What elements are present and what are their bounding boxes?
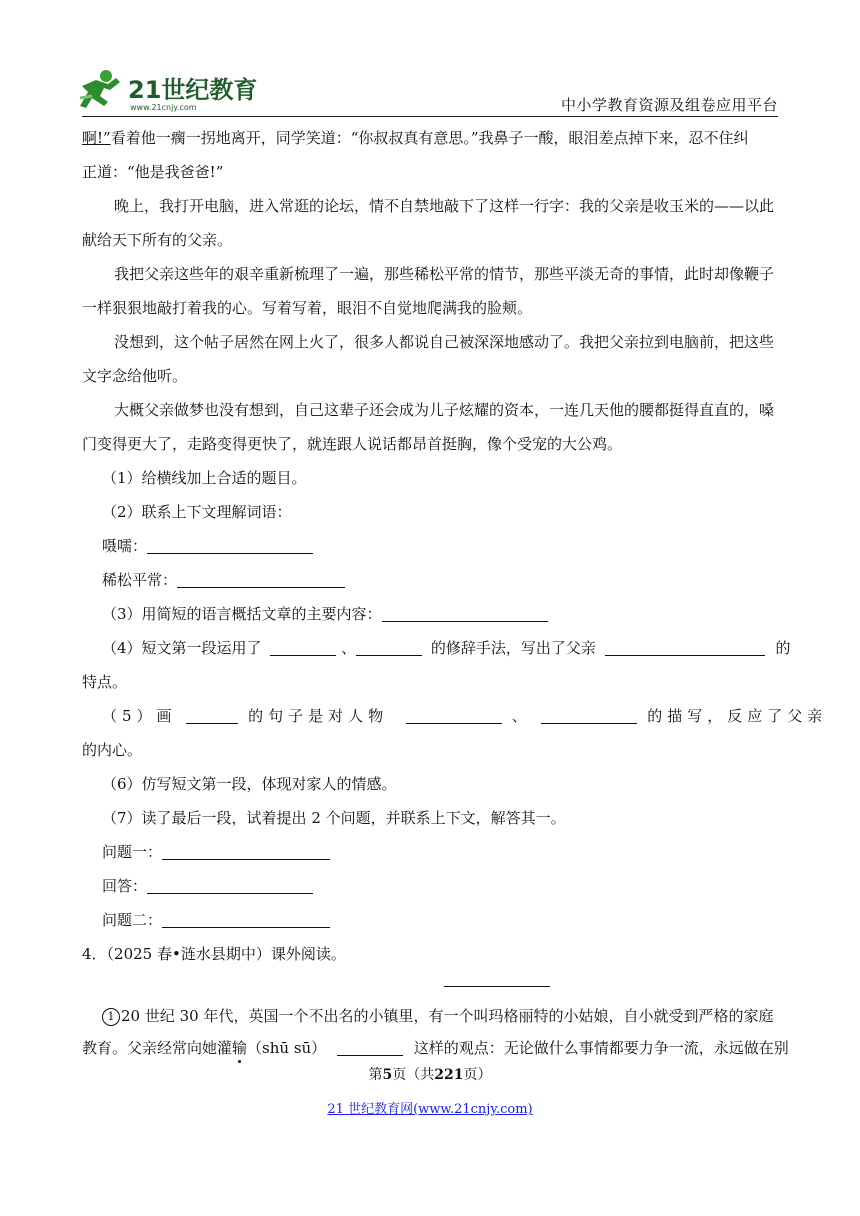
passage-line [102, 1006, 778, 1026]
label: 稀松平常： [102, 571, 178, 589]
answer-blank[interactable] [177, 572, 345, 588]
label: 、 [341, 639, 357, 657]
answer-blank[interactable] [147, 878, 313, 894]
question-3 [102, 604, 778, 624]
label: 、 [511, 707, 532, 725]
answer-blank[interactable] [356, 640, 422, 656]
current-page: 5 [382, 1067, 393, 1083]
runner-logo-icon [78, 68, 268, 112]
dotted-char: 输 [232, 1039, 248, 1057]
page-number [0, 1064, 860, 1084]
logo [78, 68, 268, 112]
question-1: （1）给横线加上合适的题目。 [102, 469, 307, 487]
question-4 [102, 638, 791, 658]
passage-line: 正道：“他是我爸爸!” [82, 163, 224, 181]
passage-line: 献给天下所有的父亲。 [82, 231, 233, 249]
answer-blank[interactable] [147, 538, 313, 554]
label: （3）用简短的语言概括文章的主要内容： [102, 605, 382, 623]
passage-line [82, 128, 778, 148]
pinyin-options: （shū sū） [247, 1039, 327, 1057]
header-divider [82, 116, 778, 117]
platform-name: 中小学教育资源及组卷应用平台 [560, 96, 778, 114]
answer-blank[interactable] [162, 844, 330, 860]
passage-line: 晚上，我打开电脑，进入常逛的论坛，情不自禁地敲下了这样一行字：我的父亲是收玉米的——以此 [114, 197, 775, 215]
answer-blank[interactable] [337, 1040, 403, 1056]
passage-line: 大概父亲做梦也没有想到，自己这辈子还会成为儿子炫耀的资本，一连几天他的腰都挺得直直的，嗓 [114, 401, 775, 419]
logo-text: 21世纪教育 [128, 76, 258, 104]
question-6: （6）仿写短文第一段，体现对家人的情感。 [102, 775, 397, 793]
text: 页） [463, 1067, 492, 1083]
question-4-title: 4．（2025 春•涟水县期中）课外阅读。 [82, 945, 346, 963]
answer-blank[interactable] [406, 708, 502, 724]
label: 的描写，反应了父亲 [647, 707, 828, 725]
circled-number: 1 [102, 1008, 120, 1026]
answer-blank[interactable] [270, 640, 336, 656]
question-2: （2）联系上下文理解词语： [102, 503, 292, 521]
passage-line: 文字念给他听。 [82, 367, 188, 385]
passage-line: 没想到，这个帖子居然在网上火了，很多人都说自己被深深地感动了。我把父亲拉到电脑前，把这些 [114, 333, 775, 351]
underlined-text: 啊!” [82, 129, 111, 147]
question-7: （7）读了最后一段，试着提出 2 个问题，并联系上下文，解答其一。 [102, 809, 566, 827]
text: 20 世纪 30 年代，英国一个不出名的小镇里，有一个叫玛格丽特的小姑娘，自小就受到严格的家庭 [121, 1007, 774, 1025]
question-5 [102, 706, 828, 726]
label: 嗫嚅： [102, 537, 148, 555]
question-7c [102, 910, 778, 930]
question-2b [102, 570, 778, 590]
label: 的 [775, 639, 791, 657]
passage-line: 一样狠狠地敲打着我的心。写着写着，眼泪不自觉地爬满我的脸颊。 [82, 299, 533, 317]
label: 问题一： [102, 843, 163, 861]
answer-blank[interactable] [382, 606, 548, 622]
question-2a [102, 536, 778, 556]
total-pages: 221 [434, 1067, 464, 1083]
text: 教育。父亲经常向她灌 [82, 1039, 233, 1057]
passage-line: 我把父亲这些年的艰辛重新梳理了一遍，那些稀松平常的情节，那些平淡无奇的事情，此时却像鞭子 [114, 265, 775, 283]
answer-blank[interactable] [186, 708, 238, 724]
label: 的修辞手法，写出了父亲 [430, 639, 596, 657]
passage-line: 门变得更大了，走路变得更快了，就连跟人说话都昂首挺胸，像个受宠的大公鸡。 [82, 435, 623, 453]
label: 问题二： [102, 911, 163, 929]
label: （5）画 [102, 707, 177, 725]
question-7a [102, 842, 778, 862]
label: 回答： [102, 877, 148, 895]
question-7b [102, 876, 778, 896]
question-4-tail: 特点。 [82, 673, 128, 691]
question-5-tail: 的内心。 [82, 741, 143, 759]
text: 页（共 [392, 1067, 435, 1083]
text: 这样的观点：无论做什么事情都要力争一流，永远做在别 [413, 1039, 789, 1057]
label: 的句子是对人物 [248, 707, 389, 725]
answer-blank[interactable] [162, 912, 330, 928]
label: （4）短文第一段运用了 [102, 639, 262, 657]
text: 看着他一瘸一拐地离开，同学笑道：“你叔叔真有意思。”我鼻子一酸，眼泪差点掉下来，忍不住纠 [110, 129, 749, 147]
logo-sub: www.21cnjy.com [130, 103, 197, 112]
text: 第 [368, 1067, 383, 1083]
answer-blank[interactable] [541, 708, 637, 724]
site-link[interactable]: 21 世纪教育网(www.21cnjy.com) [327, 1102, 533, 1117]
title-blank[interactable] [444, 986, 550, 987]
passage-line [82, 1038, 789, 1058]
answer-blank[interactable] [605, 640, 765, 656]
